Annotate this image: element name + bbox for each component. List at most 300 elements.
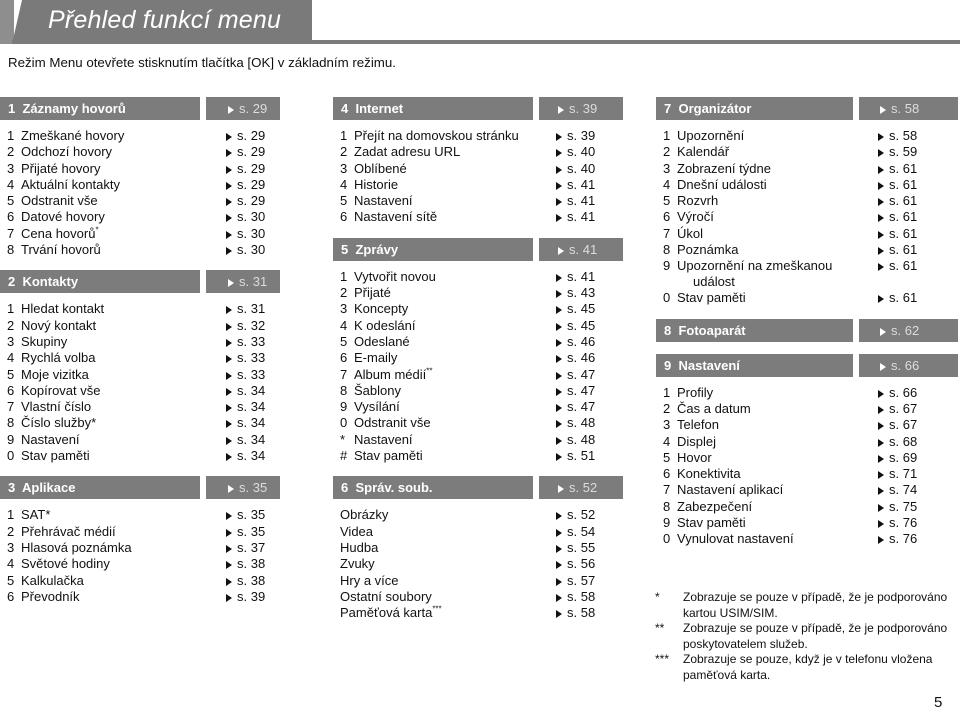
- footnote-text: Zobrazuje se pouze v případě, že je podporováno kartou USIM/SIM.: [683, 590, 948, 620]
- menu-item: [0, 399, 280, 415]
- item-label-text: Ostatní soubory: [340, 588, 432, 604]
- arrow-right-icon: [228, 106, 234, 114]
- item-label: [340, 524, 373, 540]
- item-label: [354, 350, 397, 366]
- header-divider: [200, 270, 206, 293]
- page-title: Přehled funkcí menu: [48, 6, 282, 34]
- section-page: s. 41: [569, 241, 598, 257]
- item-label: [354, 269, 436, 285]
- item-page-ref: [556, 269, 595, 285]
- footnote-mark: **: [655, 621, 665, 635]
- item-page: s. 58: [889, 128, 918, 143]
- section-label: Zprávy: [355, 241, 399, 257]
- item-label: [21, 242, 101, 258]
- arrow-right-icon: [556, 561, 562, 569]
- item-label-text: K odeslání: [354, 317, 416, 333]
- item-page: s. 34: [237, 382, 266, 398]
- item-label: [354, 399, 400, 415]
- item-label-text: Vynulovat nastavení: [677, 531, 794, 547]
- item-label-text: Nastavení sítě: [354, 209, 438, 225]
- item-number: 6: [7, 209, 15, 225]
- arrow-right-icon: [226, 355, 232, 363]
- arrow-right-icon: [556, 420, 562, 428]
- item-number: 9: [340, 399, 348, 415]
- item-page-ref: [878, 499, 917, 515]
- arrow-right-icon: [878, 455, 884, 463]
- item-label: [354, 432, 413, 448]
- header-divider: [200, 97, 206, 120]
- menu-item: [656, 499, 958, 515]
- item-page: s. 57: [567, 572, 596, 588]
- item-page: s. 54: [567, 523, 596, 539]
- section-page-ref: [558, 101, 597, 116]
- item-label-text: Nastavení: [354, 431, 413, 447]
- menu-item: [0, 226, 280, 242]
- item-number: 8: [7, 242, 15, 258]
- item-label: [354, 383, 401, 399]
- menu-item: [0, 334, 280, 350]
- menu-item: [0, 350, 280, 366]
- item-number: 9: [663, 258, 671, 274]
- item-label: [677, 515, 746, 531]
- item-label: [354, 415, 431, 431]
- item-label-text: Hovor: [677, 449, 712, 465]
- menu-column-3: [656, 97, 958, 548]
- item-page: s. 30: [237, 209, 266, 225]
- item-page-ref: [556, 144, 595, 160]
- item-page-ref: [556, 605, 595, 621]
- item-page-ref: [556, 367, 595, 383]
- item-label: [340, 589, 432, 605]
- menu-item: [333, 334, 623, 350]
- item-number: 4: [663, 433, 671, 449]
- item-number: 5: [7, 366, 15, 382]
- section-label: Internet: [355, 101, 404, 116]
- footnote-mark: ***: [432, 604, 442, 614]
- item-page-ref: [878, 417, 917, 433]
- item-label: [21, 556, 110, 572]
- item-label: [21, 573, 84, 589]
- section-header: [0, 476, 280, 499]
- item-label: [21, 415, 96, 431]
- menu-item: [0, 432, 280, 448]
- item-label-text: Čas a datum: [677, 400, 751, 416]
- section-title: [664, 358, 740, 373]
- item-page-ref: [556, 383, 595, 399]
- item-label-text: Cena hovorů: [21, 225, 96, 241]
- menu-item: [333, 144, 623, 160]
- menu-item: [0, 383, 280, 399]
- arrow-right-icon: [226, 545, 232, 553]
- item-label-text: Zabezpečení: [677, 498, 753, 514]
- arrow-right-icon: [878, 149, 884, 157]
- arrow-right-icon: [880, 328, 886, 336]
- item-page-ref: [556, 350, 595, 366]
- arrow-right-icon: [556, 214, 562, 222]
- section-header: [656, 97, 958, 120]
- item-page: s. 43: [567, 285, 596, 301]
- arrow-right-icon: [226, 247, 232, 255]
- item-page: s. 61: [889, 290, 918, 306]
- item-page: s. 56: [567, 556, 596, 572]
- footnote-mark: ***: [655, 652, 670, 666]
- item-label: [354, 144, 460, 160]
- item-label: [677, 290, 746, 306]
- item-page-ref: [556, 161, 595, 177]
- menu-item: [0, 448, 280, 464]
- item-page: s. 35: [237, 507, 266, 523]
- section-title: [8, 480, 75, 495]
- section-title: [8, 274, 78, 289]
- item-number: 9: [7, 431, 15, 447]
- item-page: s. 41: [567, 268, 596, 284]
- item-label-text: Videa: [340, 523, 374, 539]
- item-page-ref: [556, 399, 595, 415]
- arrow-right-icon: [556, 594, 562, 602]
- arrow-right-icon: [878, 422, 884, 430]
- menu-item: [333, 524, 623, 540]
- arrow-right-icon: [226, 372, 232, 380]
- arrow-right-icon: [226, 339, 232, 347]
- item-page-ref: [226, 383, 265, 399]
- section-page: s. 29: [239, 101, 268, 116]
- section-title: [8, 101, 126, 116]
- arrow-right-icon: [226, 594, 232, 602]
- item-page: s. 39: [237, 588, 266, 604]
- item-page-ref: [226, 507, 265, 523]
- section-header: [0, 97, 280, 120]
- item-label-text: Profily: [677, 384, 714, 400]
- menu-item: [333, 318, 623, 334]
- item-label-text: Vytvořit novou: [354, 268, 436, 284]
- header-divider: [853, 97, 859, 120]
- item-number: 7: [663, 225, 671, 241]
- item-label: [677, 193, 718, 209]
- item-number: 2: [7, 144, 15, 160]
- section-number: 2: [8, 274, 16, 290]
- section-page: s. 35: [239, 480, 268, 496]
- item-label-text: Nový kontakt: [21, 317, 97, 333]
- item-number: 1: [340, 128, 348, 143]
- item-page: s. 75: [889, 498, 918, 514]
- menu-item: [0, 507, 280, 523]
- item-page: s. 61: [889, 225, 918, 241]
- item-label: [677, 450, 712, 466]
- item-page-ref: [556, 524, 595, 540]
- item-page-ref: [556, 177, 595, 193]
- item-page-ref: [226, 193, 265, 209]
- item-label: [21, 350, 95, 366]
- section-number: 3: [8, 480, 16, 496]
- arrow-right-icon: [226, 214, 232, 222]
- item-number: 7: [7, 399, 15, 415]
- item-label: [677, 482, 783, 498]
- item-label: [21, 209, 105, 225]
- item-label: [677, 531, 794, 547]
- item-page: s. 47: [567, 366, 596, 382]
- item-number: 0: [340, 415, 348, 431]
- arrow-right-icon: [878, 198, 884, 206]
- item-page: s. 29: [237, 144, 266, 160]
- item-page-ref: [878, 385, 917, 401]
- item-label-text: Konektivita: [677, 466, 741, 482]
- section-label: Správ. soub.: [355, 480, 433, 496]
- item-page-ref: [226, 589, 265, 605]
- item-page: s. 61: [889, 160, 918, 176]
- section-number: 9: [664, 357, 672, 373]
- section-label: Fotoaparát: [678, 322, 746, 338]
- menu-item: [333, 209, 623, 225]
- section-page: s. 31: [239, 274, 268, 290]
- arrow-right-icon: [558, 247, 564, 255]
- arrow-right-icon: [878, 295, 884, 303]
- item-label-text: Kalkulačka: [21, 572, 84, 588]
- item-label-text: Zvuky: [340, 556, 375, 572]
- arrow-right-icon: [878, 133, 884, 141]
- item-number: 0: [663, 290, 671, 306]
- section-title: [341, 480, 433, 495]
- arrow-right-icon: [226, 231, 232, 239]
- arrow-right-icon: [878, 263, 884, 271]
- section-label: Kontakty: [22, 274, 79, 290]
- arrow-right-icon: [878, 231, 884, 239]
- menu-item: [656, 482, 958, 498]
- item-label-text: Paměťová karta: [340, 605, 433, 621]
- arrow-right-icon: [226, 529, 232, 537]
- item-label: [21, 161, 100, 177]
- item-label: [21, 448, 90, 464]
- item-label-text: Telefon: [677, 417, 719, 433]
- item-label-text: Upozornění: [677, 128, 745, 143]
- item-label: [340, 605, 442, 621]
- item-label-text: Poznámka: [677, 242, 739, 258]
- section-header: [333, 238, 623, 261]
- arrow-right-icon: [556, 149, 562, 157]
- item-label: [21, 128, 124, 144]
- item-label: [21, 524, 116, 540]
- item-number: 1: [7, 128, 15, 143]
- item-page: s. 55: [567, 539, 596, 555]
- section-page-ref: [880, 358, 919, 373]
- item-label-text: Rozvrh: [677, 193, 719, 209]
- item-page-ref: [556, 573, 595, 589]
- section-page-ref: [228, 274, 267, 289]
- item-page: s. 33: [237, 333, 266, 349]
- item-page-ref: [226, 209, 265, 225]
- item-number: 6: [7, 588, 15, 604]
- menu-item: [333, 383, 623, 399]
- menu-item: [333, 193, 623, 209]
- item-label: [677, 417, 719, 433]
- arrow-right-icon: [226, 578, 232, 586]
- item-page: s. 35: [237, 523, 266, 539]
- item-page: s. 48: [567, 431, 596, 447]
- item-page-ref: [878, 466, 917, 482]
- item-number: 4: [7, 556, 15, 572]
- item-label: [21, 144, 112, 160]
- item-number: 6: [663, 209, 671, 225]
- item-label-text: Odeslané: [354, 333, 410, 349]
- item-label: [340, 573, 399, 589]
- item-page-ref: [878, 193, 917, 209]
- item-label: [21, 367, 89, 383]
- arrow-right-icon: [556, 512, 562, 520]
- item-page-ref: [226, 350, 265, 366]
- item-page-ref: [878, 531, 917, 547]
- item-number: 1: [663, 384, 671, 400]
- item-page-ref: [878, 450, 917, 466]
- header-divider: [533, 476, 539, 499]
- item-page-ref: [878, 401, 917, 417]
- item-number: 1: [663, 128, 671, 143]
- item-page-ref: [226, 524, 265, 540]
- item-page-ref: [226, 367, 265, 383]
- item-page-ref: [556, 301, 595, 317]
- arrow-right-icon: [228, 485, 234, 493]
- item-label: [677, 161, 771, 177]
- item-page: s. 37: [237, 539, 266, 555]
- menu-item: [656, 226, 958, 242]
- item-page: s. 34: [237, 399, 266, 415]
- item-label-text: Koncepty: [354, 301, 409, 317]
- menu-item: [656, 450, 958, 466]
- menu-item: [333, 605, 623, 621]
- item-number: 6: [340, 209, 348, 225]
- arrow-right-icon: [228, 279, 234, 287]
- item-label-text: Upozornění na zmeškanou: [677, 258, 833, 274]
- header-divider: [533, 238, 539, 261]
- arrow-right-icon: [556, 274, 562, 282]
- item-page: s. 40: [567, 144, 596, 160]
- item-label-text: Přehrávač médií: [21, 523, 116, 539]
- item-number: #: [340, 448, 348, 464]
- item-page-ref: [226, 242, 265, 258]
- item-page: s. 76: [889, 531, 918, 547]
- section-label: Nastavení: [678, 357, 740, 373]
- arrow-right-icon: [226, 306, 232, 314]
- menu-item: [656, 161, 958, 177]
- arrow-right-icon: [878, 247, 884, 255]
- arrow-right-icon: [556, 306, 562, 314]
- item-page-ref: [556, 209, 595, 225]
- item-number: 3: [7, 333, 15, 349]
- arrow-right-icon: [226, 166, 232, 174]
- item-page: s. 46: [567, 350, 596, 366]
- item-label-text: Zobrazení týdne: [677, 160, 771, 176]
- item-page-ref: [226, 177, 265, 193]
- menu-item: [333, 367, 623, 383]
- section-page-ref: [558, 242, 597, 257]
- arrow-right-icon: [556, 198, 562, 206]
- item-label-text: Číslo služby*: [21, 415, 97, 431]
- arrow-right-icon: [226, 323, 232, 331]
- arrow-right-icon: [226, 453, 232, 461]
- item-number: 6: [340, 350, 348, 366]
- item-number: 0: [7, 448, 15, 464]
- item-label-text: Obrázky: [340, 507, 389, 523]
- item-page: s. 31: [237, 301, 266, 317]
- footnote-text: Zobrazuje se pouze, když je v telefonu vložena paměťová karta.: [683, 652, 933, 682]
- item-label-text: Kopírovat vše: [21, 382, 101, 398]
- item-label: [354, 448, 423, 464]
- menu-item: [0, 242, 280, 258]
- header-divider: [853, 354, 859, 377]
- item-label: [21, 540, 132, 556]
- item-label: [677, 401, 751, 417]
- item-page: s. 59: [889, 144, 918, 160]
- menu-item: [333, 415, 623, 431]
- arrow-right-icon: [226, 404, 232, 412]
- item-number: 3: [663, 160, 671, 176]
- arrow-right-icon: [556, 545, 562, 553]
- arrow-right-icon: [556, 372, 562, 380]
- arrow-right-icon: [878, 439, 884, 447]
- item-page: s. 67: [889, 417, 918, 433]
- menu-item: [333, 128, 623, 144]
- item-label: [21, 507, 50, 523]
- item-number: 5: [663, 193, 671, 209]
- item-label-text: SAT*: [21, 507, 51, 523]
- item-label-text: Stav paměti: [677, 290, 746, 306]
- arrow-right-icon: [226, 388, 232, 396]
- item-label-text: Moje vizitka: [21, 366, 89, 382]
- item-page: s. 51: [567, 448, 596, 464]
- title-bar: [0, 0, 960, 46]
- item-page: s. 41: [567, 209, 596, 225]
- arrow-right-icon: [226, 437, 232, 445]
- item-page: s. 67: [889, 400, 918, 416]
- item-number: 1: [340, 268, 348, 284]
- item-page: s. 29: [237, 193, 266, 209]
- menu-item: [333, 399, 623, 415]
- item-number: 7: [663, 482, 671, 498]
- arrow-right-icon: [878, 406, 884, 414]
- menu-item: [0, 209, 280, 225]
- item-label: [354, 128, 519, 144]
- section-title: [341, 242, 398, 257]
- menu-item: [656, 177, 958, 193]
- item-label: [354, 367, 432, 383]
- arrow-right-icon: [558, 485, 564, 493]
- item-page-ref: [226, 144, 265, 160]
- item-label-text: Hledat kontakt: [21, 301, 105, 317]
- section-label: Aplikace: [21, 480, 76, 496]
- item-page: s. 68: [889, 433, 918, 449]
- item-number: 5: [340, 333, 348, 349]
- section-page: s. 39: [569, 101, 598, 116]
- item-label-text: Displej: [677, 433, 717, 449]
- arrow-right-icon: [878, 182, 884, 190]
- menu-item: [656, 193, 958, 209]
- item-label-text: Hlasová poznámka: [21, 539, 132, 555]
- menu-item: [333, 161, 623, 177]
- item-label: [354, 177, 398, 193]
- item-page-ref: [878, 290, 917, 306]
- menu-item: [0, 193, 280, 209]
- item-label-text: Vlastní číslo: [21, 399, 92, 415]
- menu-item: [656, 515, 958, 531]
- menu-item: [0, 367, 280, 383]
- menu-item: [333, 507, 623, 523]
- item-page: s. 40: [567, 160, 596, 176]
- menu-item: [0, 144, 280, 160]
- menu-item: [0, 177, 280, 193]
- item-page: s. 45: [567, 317, 596, 333]
- arrow-right-icon: [556, 404, 562, 412]
- menu-item: [0, 573, 280, 589]
- section-page: s. 62: [891, 322, 920, 338]
- item-label: [354, 318, 415, 334]
